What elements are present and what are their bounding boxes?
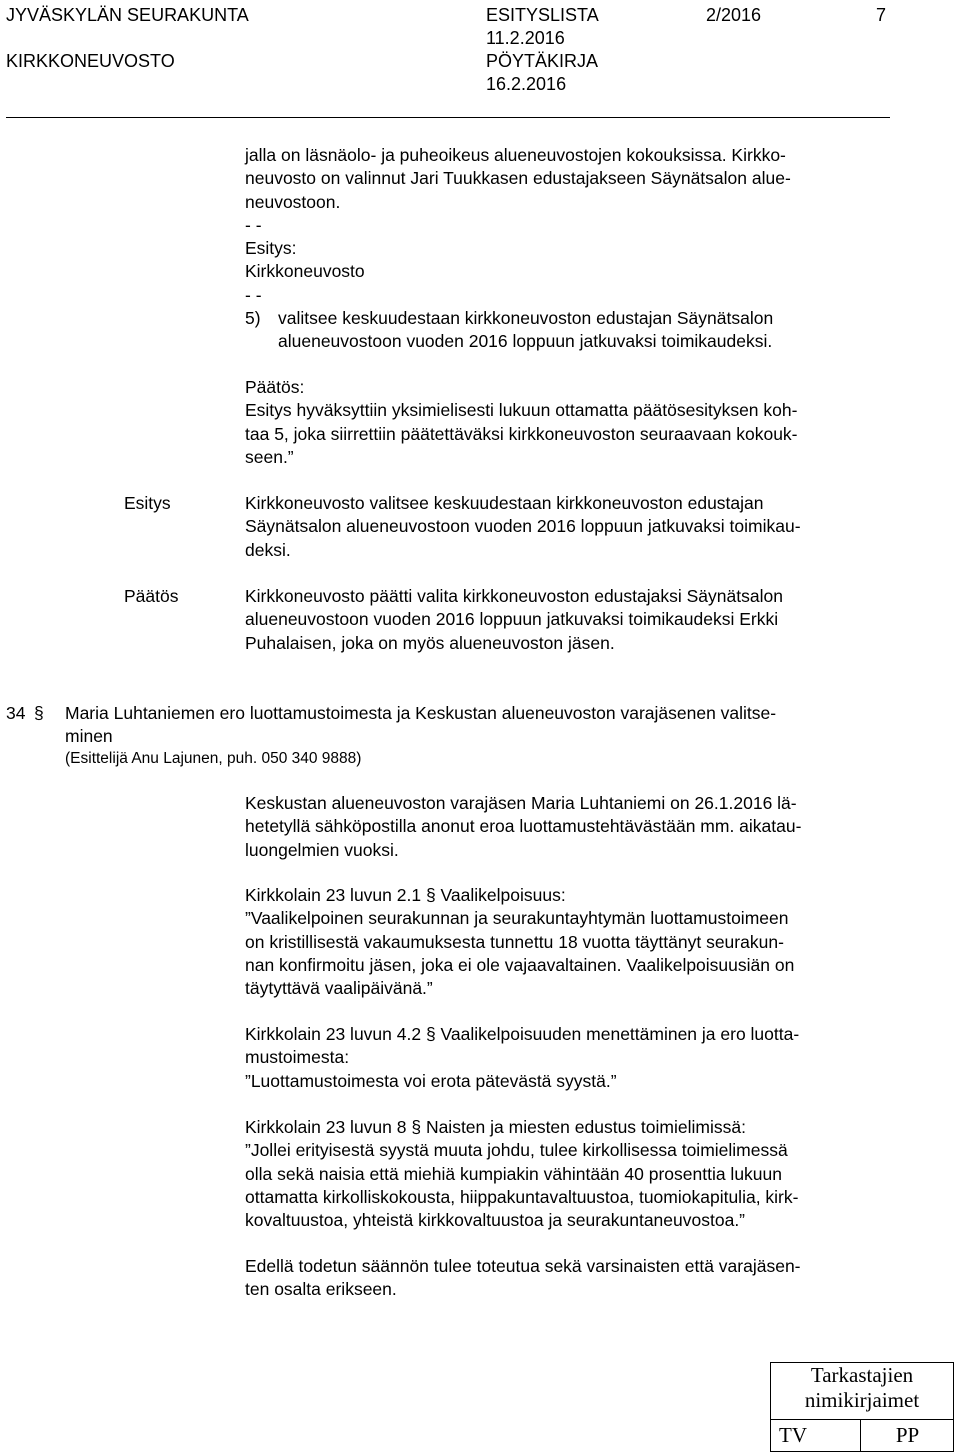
text-line: ”Luottamustoimesta voi erota pätevästä syystä.” (245, 1070, 617, 1091)
text-line: Kirkkoneuvosto (245, 261, 365, 282)
section-presenter: (Esittelijä Anu Lajunen, puh. 050 340 9888) (65, 750, 362, 767)
text-line: ottamatta kirkolliskokousta, hiippakuntavaltuustoa, tuomiokapitulia, kirk- (245, 1186, 799, 1207)
header-organization: JYVÄSKYLÄN SEURAKUNTA (6, 5, 249, 25)
text-line: taa 5, joka siirrettiin päätettäväksi kirkkoneuvoston seuraavaan kokouk- (245, 423, 798, 444)
text-line: ten osalta erikseen. (245, 1279, 397, 1300)
section-number: 34 (6, 703, 26, 723)
section-title-line: minen (65, 726, 113, 746)
header-minutes-date: 16.2.2016 (486, 74, 567, 94)
text-line: Säynätsalon alueneuvostoon vuoden 2016 loppuun jatkuvaksi toimikau- (245, 516, 801, 537)
header-minutes-label: PÖYTÄKIRJA (486, 51, 599, 71)
list-item-line: alueneuvostoon vuoden 2016 loppuun jatkuvaksi toimikaudeksi. (278, 331, 773, 351)
text-line: Esitys hyväksyttiin yksimielisesti lukuun ottamatta päätösesityksen koh- (245, 400, 798, 421)
paragraph (245, 884, 895, 1000)
text-line: täytyttävä vaalipäivänä.” (245, 978, 433, 999)
decision-quote-block (245, 376, 895, 469)
paragraph (245, 1023, 895, 1093)
stamp-title-line: Tarkastajien (810, 1363, 914, 1387)
esitys-text (245, 492, 895, 562)
reviewer-initials-1: TV (771, 1420, 861, 1451)
text-line: Kirkkolain 23 luvun 8 § Naisten ja miesten edustus toimielimissä: (245, 1117, 746, 1137)
header-body: KIRKKONEUVOSTO (6, 51, 175, 71)
text-line: - - (245, 214, 262, 235)
header-rule (6, 117, 890, 118)
paatos-text (245, 585, 895, 655)
list-item-number: 5) (245, 308, 261, 328)
text-line: Edellä todetun säännön tulee toteutua sekä varsinaisten että varajäsen- (245, 1256, 801, 1276)
section-symbol: § (34, 703, 44, 723)
text-line: mustoimesta: (245, 1047, 350, 1068)
text-line: alueneuvostoon vuoden 2016 loppuun jatkuvaksi toimikaudeksi Erkki (245, 609, 779, 630)
text-line: ”Vaalikelpoinen seurakunnan ja seurakuntayhtymän luottamustoimeen (245, 908, 789, 929)
text-line: Kirkkoneuvosto päätti valita kirkkoneuvoston edustajaksi Säynätsalon (245, 586, 783, 606)
paragraph (245, 1116, 895, 1232)
list-item-line: valitsee keskuudestaan kirkkoneuvoston edustajan Säynätsalon (278, 308, 774, 328)
paatos-label: Päätös (124, 586, 179, 606)
text-line: ”Jollei erityisestä syystä muuta johdu, tulee kirkollisessa toimielimessä (245, 1140, 788, 1161)
text-line: Kirkkolain 23 luvun 2.1 § Vaalikelpoisuus: (245, 885, 566, 905)
text-line: Esitys: (245, 238, 297, 259)
reviewer-initials-2: PP (895, 1423, 920, 1447)
text-line: jalla on läsnäolo- ja puheoikeus alueneuvostojen kokouksissa. Kirkko- (245, 145, 786, 165)
paragraph (245, 1255, 895, 1302)
text-line: neuvosto on valinnut Jari Tuukkasen edustajakseen Säynätsalon alue- (245, 168, 791, 189)
esitys-label: Esitys (124, 493, 171, 513)
paragraph (245, 792, 895, 862)
reviewer-initials-title (771, 1363, 953, 1420)
text-line: Päätös: (245, 377, 305, 397)
text-line: seen.” (245, 446, 294, 467)
section-title-line: Maria Luhtaniemen ero luottamustoimesta ja Keskustan alueneuvoston varajäsenen valitse- (65, 703, 777, 723)
header-document-number: 2/2016 (706, 5, 762, 25)
stamp-title-line: nimikirjaimet (804, 1388, 920, 1412)
text-line: kovaltuustoa, yhteistä kirkkovaltuustoa ja seurakuntaneuvostoa.” (245, 1210, 746, 1231)
text-line: luongelmien vuoksi. (245, 839, 399, 860)
reviewer-initials-box (770, 1362, 954, 1452)
text-line: Kirkkoneuvosto valitsee keskuudestaan kirkkoneuvoston edustajan (245, 493, 764, 513)
text-line: hetetyllä sähköpostilla anonut eroa luottamustehtävästään mm. aikatau- (245, 816, 802, 837)
text-line: - - (245, 284, 262, 305)
text-line: Puhalaisen, joka on myös alueneuvoston jäsen. (245, 632, 615, 653)
text-line: neuvostoon. (245, 191, 341, 212)
text-line: Keskustan alueneuvoston varajäsen Maria Luhtaniemi on 26.1.2016 lä- (245, 793, 797, 813)
text-line: Kirkkolain 23 luvun 4.2 § Vaalikelpoisuuden menettäminen ja ero luotta- (245, 1024, 800, 1044)
previous-text-block (245, 144, 895, 307)
header-page-number: 7 (876, 5, 887, 25)
text-line: on kristillisestä vakaumuksesta tunnettu 18 vuotta täyttänyt seurakun- (245, 931, 784, 952)
header-agenda-date: 11.2.2016 (486, 28, 565, 48)
text-line: deksi. (245, 539, 291, 560)
text-line: nan konfirmoitu jäsen, joka ei ole vajaavaltainen. Vaalikelpoisuusiän on (245, 954, 795, 975)
text-line: olla sekä naisia että miehiä kumpiakin vähintään 40 prosenttia lukuun (245, 1163, 782, 1184)
header-agenda-label: ESITYSLISTA (486, 5, 599, 25)
